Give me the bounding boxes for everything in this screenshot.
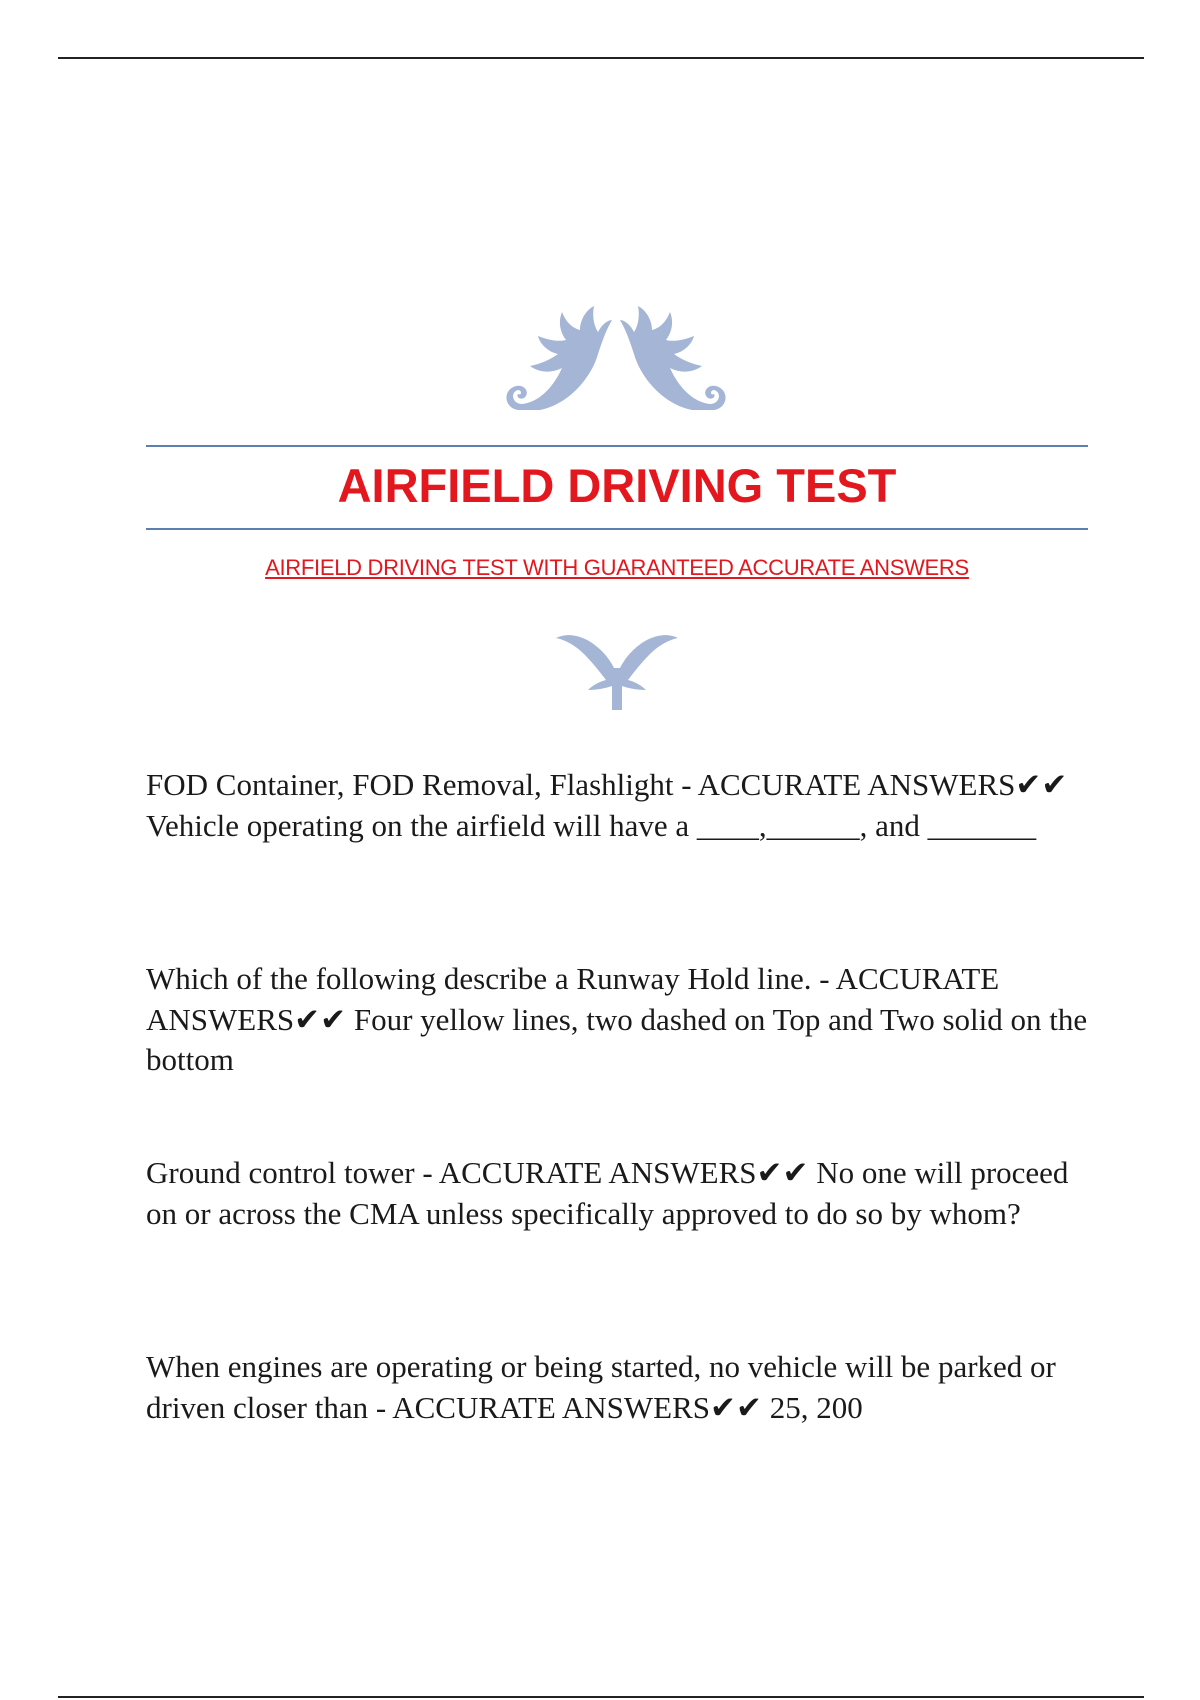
title-top-rule (146, 445, 1088, 447)
title-bottom-rule (146, 528, 1088, 530)
document-subtitle: AIRFIELD DRIVING TEST WITH GUARANTEED ACCURATE ANSWERS (265, 555, 969, 580)
page-bottom-rule (58, 1696, 1144, 1698)
qa-entry-3: Ground control tower - ACCURATE ANSWERS✔✔ No one will proceed on or across the CMA unless specifically approved to do so by whom? (146, 1155, 1069, 1231)
qa-entry-2: Which of the following describe a Runway Hold line. - ACCURATE ANSWERS✔✔ Four yellow lines, two dashed on Top and Two solid on the bottom (146, 961, 1088, 1077)
document-title: AIRFIELD DRIVING TEST (337, 459, 897, 512)
qa-entry-4: When engines are operating or being started, no vehicle will be parked or driven closer than - ACCURATE ANSWERS✔✔ 25, 200 (146, 1349, 1056, 1425)
qa-entry-1: FOD Container, FOD Removal, Flashlight - ACCURATE ANSWERS✔✔ Vehicle operating on the airfield will have a ____,______, and _______ (146, 767, 1068, 843)
page-top-rule (58, 57, 1144, 59)
fleur-ornament-icon (554, 630, 680, 712)
floral-ornament-icon (500, 298, 732, 426)
